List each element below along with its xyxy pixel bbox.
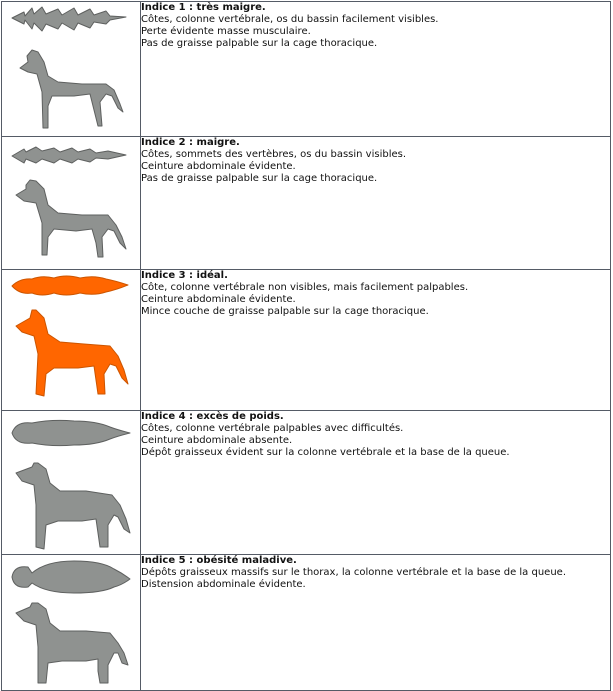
description-line: Perte évidente masse musculaire. [141,26,311,37]
dog-side-view-icon [16,310,128,396]
index-title: Indice 4 : excès de poids. [141,411,284,422]
dog-illustration-1 [2,2,140,136]
description-line: Côte, colonne vertébrale non visibles, mais facilement palpables. [141,282,469,293]
table-row [2,137,611,270]
illustration-cell [2,555,141,691]
description-cell [141,411,611,555]
description-cell [141,2,611,137]
illustration-cell [2,411,141,555]
dog-illustration-3 [2,270,140,410]
description-line: Ceinture abdominale évidente. [141,294,296,305]
description-line: Mince couche de graisse palpable sur la cage thoracique. [141,306,429,317]
description-line: Ceinture abdominale absente. [141,435,293,446]
description-cell [141,137,611,270]
description-line: Dépôt graisseux évident sur la colonne vertébrale et la base de la queue. [141,447,510,458]
dog-side-view-icon [16,463,130,549]
table-row [2,411,611,555]
index-title: Indice 5 : obésité maladive. [141,555,297,566]
dog-top-view-icon [12,276,128,295]
description-line: Dépôts graisseux massifs sur le thorax, la colonne vertébrale et la base de la queue. [141,567,566,578]
dog-illustration-5 [2,555,140,690]
illustration-cell [2,270,141,411]
index-title: Indice 2 : maigre. [141,137,240,148]
description-line: Distension abdominale évidente. [141,579,306,590]
dog-top-view-icon [12,147,126,163]
description-line: Pas de graisse palpable sur la cage thoracique. [141,38,378,49]
index-title: Indice 3 : idéal. [141,270,228,281]
description-cell [141,270,611,411]
table-row [2,270,611,411]
description-line: Côtes, colonne vertébrale palpables avec difficultés. [141,423,404,434]
description-line: Côtes, colonne vertébrale, os du bassin facilement visibles. [141,14,439,25]
description-line: Pas de graisse palpable sur la cage thoracique. [141,173,378,184]
dog-illustration-2 [2,137,140,269]
description-line: Ceinture abdominale évidente. [141,161,296,172]
dog-side-view-icon [20,50,123,128]
illustration-cell [2,2,141,137]
dog-top-view-icon [12,420,130,445]
dog-illustration-4 [2,411,140,554]
dog-top-view-icon [12,561,130,593]
table-row [2,555,611,691]
dog-top-view-icon [12,7,126,31]
description-cell [141,555,611,691]
dog-side-view-icon [16,603,128,683]
illustration-cell [2,137,141,270]
body-condition-table [1,1,611,691]
index-title: Indice 1 : très maigre. [141,2,266,13]
table-row [2,2,611,137]
dog-side-view-icon [16,180,126,257]
description-line: Côtes, sommets des vertèbres, os du bassin visibles. [141,149,407,160]
